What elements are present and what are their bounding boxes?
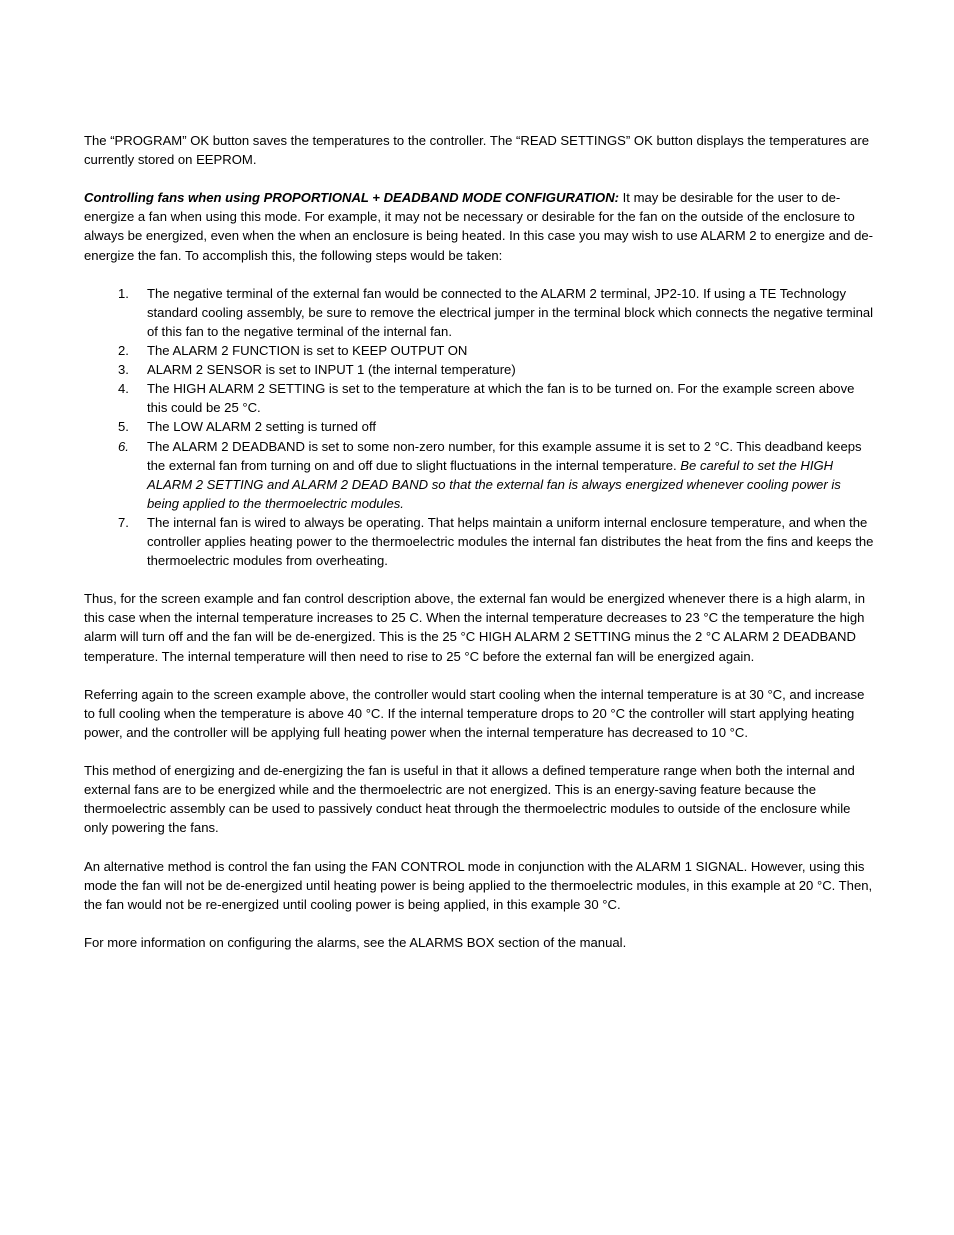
section-intro-text: It may be desirable for the user to de-energize a fan when using this mode. For example, it may not be necessary or desirable for the fan on the outside of the enclosure to always be energized, even when the when an enclosure is being heated. In this case you may wish to use ALARM 2 to energize and de-energize the fan. To accomplish this, the following steps would be taken: [84,190,874,263]
list-item-number: 4. [118,381,129,397]
list-item-text: The internal fan is wired to always be operating. That helps maintain a uniform internal enclosure temperature, and when the controller applies heating power to the thermoelectric modules the internal fan distributes the heat from the fins and keeps the thermoelectric modules from overheating. [147,514,874,569]
list-item [84,360,874,379]
section-lead-in: Controlling fans when using PROPORTIONAL + DEADBAND MODE CONFIGURATION: [84,190,620,206]
list-item-text: The ALARM 2 DEADBAND is set to some non-zero number, for this example assume it is set to 2 °C. This deadband keeps the external fan from turning on and off due to slight fluctuations in the internal temperature. [147,438,862,473]
paragraph-alternative-method: An alternative method is control the fan using the FAN CONTROL mode in conjunction with the ALARM 1 SIGNAL. However, using this mode the fan will not be de-energized until heating power is being applied to the thermoelectric modules, in this example at 20 °C. Then, the fan would not be re-energized until cooling power is being applied, in this example 30 °C. [84,858,873,912]
list-item-number: 7. [118,514,129,530]
list-item-text: The HIGH ALARM 2 SETTING is set to the temperature at which the fan is to be turned on. For the example screen above this could be 25 °C. [147,381,855,416]
list-item-number: 1. [118,285,129,301]
list-item-text: The LOW ALARM 2 setting is turned off [147,419,377,435]
paragraph-cooling-heating-example: Referring again to the screen example above, the controller would start cooling when the internal temperature is at 30 °C, and increase to full cooling when the temperature is above 40 °C. If the internal temperature drops to 20 °C the controller will start applying heating power, and the controller will be applying full heating power when the internal temperature has decreased to 10 °C. [84,686,865,740]
list-item [84,417,874,436]
list-item [84,513,874,570]
list-item-number: 3. [118,362,129,378]
document-page [84,131,874,971]
list-item-text: ALARM 2 SENSOR is set to INPUT 1 (the internal temperature) [147,362,516,378]
list-item-number: 2. [118,343,129,359]
deadband-warning-text: Be careful to set the HIGH ALARM 2 SETTING and ALARM 2 DEAD BAND so that the external fan is always energized whenever cooling power is being applied to the thermoelectric modules. [147,457,841,511]
steps-list [84,284,874,570]
list-item [84,341,874,360]
list-item-text: The ALARM 2 FUNCTION is set to KEEP OUTPUT ON [147,343,468,359]
paragraph-fan-energized-example: Thus, for the screen example and fan control description above, the external fan would be energized whenever there is a high alarm, in this case when the internal temperature increases to 25 C. When the internal temperature decreases to 23 °C the temperature the high alarm will turn off and the fan will be de-energized. This is the 25 °C HIGH ALARM 2 SETTING minus the 2 °C ALARM 2 DEADBAND temperature. The internal temperature will then need to rise to 25 °C before the external fan will be energized again. [84,591,865,664]
paragraph-controlling-fans [84,188,874,264]
list-item-number: 5. [118,419,129,435]
list-item [84,284,874,341]
list-item-text: The negative terminal of the external fan would be connected to the ALARM 2 terminal, JP2-10. If using a TE Technology standard cooling assembly, be sure to remove the electrical jumper in the terminal block which connects the negative terminal of this fan to the negative terminal of the internal fan. [147,285,874,339]
paragraph-energy-saving: This method of energizing and de-energizing the fan is useful in that it allows a defined temperature range when both the internal and external fans are to be energized while and the thermoelectric are not energized. This is an energy-saving feature because the thermoelectric assembly can be used to passively conduct heat through the thermoelectric modules to outside of the enclosure while only powering the fans. [84,763,855,836]
list-item-number: 6. [118,438,129,454]
paragraph-more-information: For more information on configuring the alarms, see the ALARMS BOX section of the manual. [84,934,627,950]
list-item [84,379,874,417]
paragraph-program-buttons: The “PROGRAM” OK button saves the temperatures to the controller. The “READ SETTINGS” OK button displays the temperatures are currently stored on EEPROM. [84,133,869,168]
list-item [84,437,874,513]
